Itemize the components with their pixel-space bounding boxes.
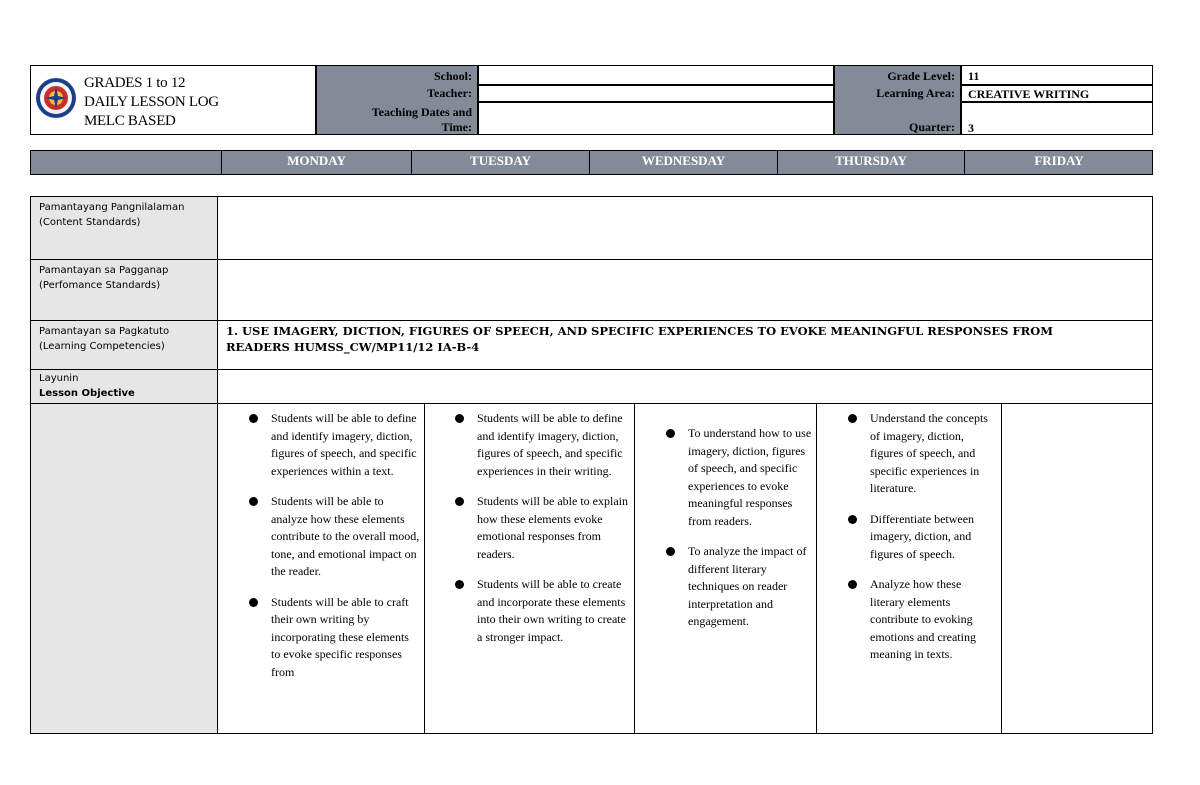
bullet-icon (666, 547, 675, 556)
school-value-field[interactable] (478, 65, 834, 85)
bullet-icon (249, 414, 258, 423)
day-tuesday: TUESDAY (412, 150, 590, 175)
column-divider (816, 403, 817, 734)
competencies-sub: (Learning Competencies) (39, 341, 165, 352)
deped-seal-icon (35, 77, 77, 119)
competencies-text (226, 323, 1146, 355)
monday-objectives (247, 410, 421, 694)
objective-sub: Lesson Objective (39, 388, 135, 399)
bullet-icon (666, 429, 675, 438)
bullet-icon (249, 497, 258, 506)
list-item: Students will be able to create and incorporate these elements into their own writing to create a stronger impact. (453, 576, 628, 646)
list-item: To analyze the impact of different literary techniques on reader interpretation and engagement. (664, 543, 812, 631)
teacher-label: Teacher: (427, 86, 472, 100)
performance-sub: (Perfomance Standards) (39, 280, 161, 291)
day-header-blank (30, 150, 222, 175)
list-item: Students will be able to define and identify imagery, diction, figures of speech, and specific experiences within a text. (247, 410, 421, 480)
list-item: Analyze how these literary elements contribute to evoking emotions and creating meaning in texts. (846, 576, 998, 664)
wednesday-objectives (664, 425, 812, 644)
list-item: Students will be able to craft their own writing by incorporating these elements to evoke specific responses from (247, 594, 421, 682)
day-friday: FRIDAY (1034, 153, 1084, 168)
list-item: Students will be able to analyze how these elements contribute to the overall mood, tone, and emotional impact on the reader. (247, 493, 421, 581)
performance-label: Pamantayan sa Pagganap (39, 265, 169, 276)
bullet-icon (848, 515, 857, 524)
competencies-title: Pamantayan sa Pagkatuto (39, 326, 170, 337)
list-item: To understand how to use imagery, diction, figures of speech, and specific experiences to evoke meaningful responses from readers. (664, 425, 812, 530)
bullet-icon (848, 580, 857, 589)
competencies-label (31, 321, 218, 357)
quarter-label: Quarter: (909, 120, 955, 134)
list-item: Students will be able to define and identify imagery, diction, figures of speech, and specific experiences in their writing. (453, 410, 628, 480)
thursday-objectives (846, 410, 998, 677)
bullet-icon (455, 414, 464, 423)
dates-label-line1: Teaching Dates and (371, 105, 472, 119)
competencies-line-2: READERS HUMSS_CW/MP11/12 IA-B-4 (226, 340, 480, 354)
school-label: School: (433, 69, 472, 83)
bullet-icon (848, 414, 857, 423)
day-wednesday: WEDNESDAY (590, 150, 778, 175)
area-value: CREATIVE WRITING (961, 85, 1153, 102)
title-line-1: GRADES 1 to 12 (84, 75, 186, 91)
column-divider (634, 403, 635, 734)
grade-value: 11 (961, 65, 1153, 85)
competencies-line-1: 1. USE IMAGERY, DICTION, FIGURES OF SPEECH, AND SPECIFIC EXPERIENCES TO EVOKE MEANINGFUL RESPONSES FROM (226, 324, 1053, 338)
friday-objectives (1002, 404, 1152, 733)
performance-standards-label (31, 260, 218, 296)
list-item: Students will be able to explain how these elements evoke emotional responses from readers. (453, 493, 628, 563)
tuesday-objectives (453, 410, 628, 659)
list-item: Differentiate between imagery, diction, and figures of speech. (846, 511, 998, 564)
objective-title: Layunin (39, 373, 79, 384)
bullet-icon (455, 580, 464, 589)
bullet-icon (455, 497, 464, 506)
objective-label (31, 369, 218, 404)
title-line-3: MELC BASED (84, 113, 176, 129)
quarter-value: 3 (961, 102, 1153, 135)
content-label: Pamantayang Pangnilalaman (39, 202, 185, 213)
grade-label: Grade Level: (887, 69, 955, 83)
column-divider (424, 403, 425, 734)
title-line-2: DAILY LESSON LOG (84, 94, 219, 110)
list-item: Understand the concepts of imagery, diction, figures of speech, and specific experiences in literature. (846, 410, 998, 498)
content-standards-label (31, 197, 218, 233)
day-thursday: THURSDAY (778, 150, 965, 175)
dates-value-field[interactable] (478, 102, 834, 135)
teacher-value-field[interactable] (478, 85, 834, 102)
bullet-icon (249, 598, 258, 607)
area-label: Learning Area: (876, 86, 955, 100)
content-sub: (Content Standards) (39, 217, 141, 228)
dates-label-line2: Time: (441, 120, 472, 134)
day-monday: MONDAY (222, 150, 412, 175)
header-title (84, 74, 314, 131)
